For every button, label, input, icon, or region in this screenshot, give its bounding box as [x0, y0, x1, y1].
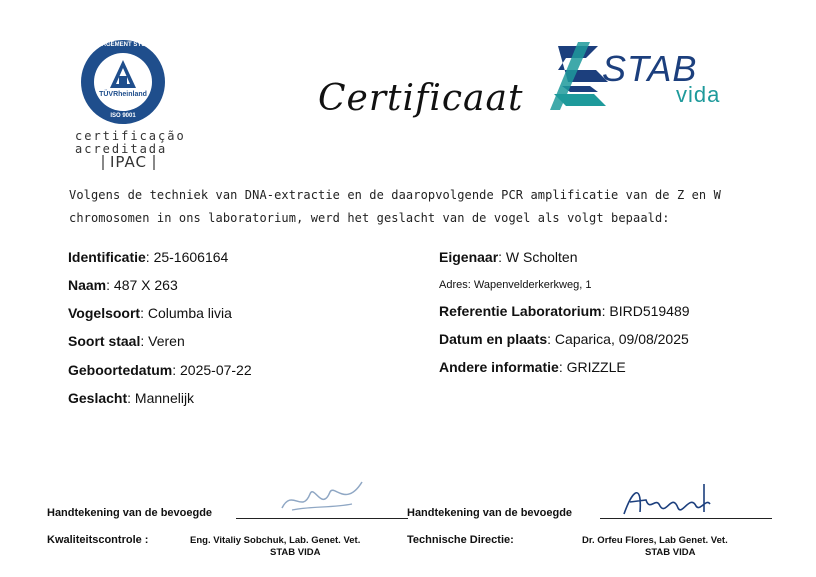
- field-value: : GRIZZLE: [558, 359, 626, 375]
- vida-wordmark: vida: [676, 82, 721, 107]
- signature-right-image: [620, 482, 730, 527]
- field-value: : W Scholten: [498, 249, 578, 265]
- technical-direction-org: STAB VIDA: [645, 547, 696, 558]
- field-label: Eigenaar: [439, 249, 499, 265]
- signature-line-right: [600, 518, 772, 519]
- technical-direction-label: Technische Directie:: [407, 534, 514, 546]
- field-label: Referentie Laboratorium: [439, 303, 602, 319]
- field-label: Vogelsoort: [68, 305, 141, 321]
- signature-line-left: [236, 518, 408, 519]
- tuv-logo: [79, 38, 167, 126]
- signature-label-right: Handtekening van de bevoegde: [407, 507, 573, 519]
- field-label: Geboortedatum: [68, 362, 173, 378]
- field-label: Soort staal: [68, 333, 141, 349]
- field-geboortedatum: [68, 362, 252, 378]
- signature-label-left: Handtekening van de bevoegde: [47, 507, 213, 519]
- signature-left-image: [272, 478, 372, 523]
- field-label: Adres: [439, 279, 468, 291]
- ipac-line2: acreditada: [75, 142, 168, 156]
- field-value: : BIRD519489: [601, 303, 690, 319]
- field-value: : Caparica, 09/08/2025: [547, 331, 689, 347]
- field-value: : 2025-07-22: [172, 362, 252, 378]
- field-referentie-laboratorium: [439, 303, 690, 319]
- field-label: Datum en plaats: [439, 331, 548, 347]
- field-value: : Mannelijk: [127, 390, 195, 406]
- tuv-ring-top-text: MANAGEMENT SYSTEM: [87, 42, 158, 48]
- ipac-mark: IPAC: [102, 155, 155, 170]
- field-value: : Columba livia: [140, 305, 232, 321]
- field-label: Naam: [68, 277, 107, 293]
- quality-control-label: Kwaliteitscontrole :: [47, 534, 149, 546]
- technical-direction-name: Dr. Orfeu Flores, Lab Genet. Vet.: [582, 535, 728, 546]
- quality-control-name: Eng. Vitaliy Sobchuk, Lab. Genet. Vet.: [190, 535, 361, 546]
- field-adres: [439, 279, 591, 291]
- field-label: Andere informatie: [439, 359, 559, 375]
- quality-control-org: STAB VIDA: [270, 547, 321, 558]
- field-value: : 25-1606164: [145, 249, 229, 265]
- field-datum-en-plaats: [439, 331, 689, 347]
- tuv-brand-text: TÜVRheinland: [99, 91, 147, 98]
- intro-line-1: Volgens de techniek van DNA-extractie en de daaropvolgende PCR amplificatie van de Z en W: [69, 188, 721, 202]
- field-identificatie: [68, 249, 228, 265]
- field-andere-informatie: [439, 359, 626, 375]
- tuv-iso-text: ISO 9001: [110, 113, 136, 119]
- field-value: : Wapenvelderkerkweg, 1: [467, 279, 592, 291]
- field-soort-staal: [68, 333, 185, 349]
- stab-vida-logo: [548, 40, 778, 120]
- field-vogelsoort: [68, 305, 232, 321]
- field-label: Identificatie: [68, 249, 146, 265]
- field-value: : Veren: [140, 333, 185, 349]
- field-geslacht: [68, 390, 194, 406]
- field-label: Geslacht: [68, 390, 128, 406]
- certificate-title: Certificaat: [318, 78, 524, 119]
- field-value: : 487 X 263: [106, 277, 178, 293]
- ipac-line1: certificação: [75, 129, 186, 143]
- field-eigenaar: [439, 249, 578, 265]
- field-naam: [68, 277, 178, 293]
- stab-wordmark: STAB: [602, 48, 698, 89]
- intro-line-2: chromosomen in ons laboratorium, werd het geslacht van de vogel als volgt bepaald:: [69, 211, 670, 225]
